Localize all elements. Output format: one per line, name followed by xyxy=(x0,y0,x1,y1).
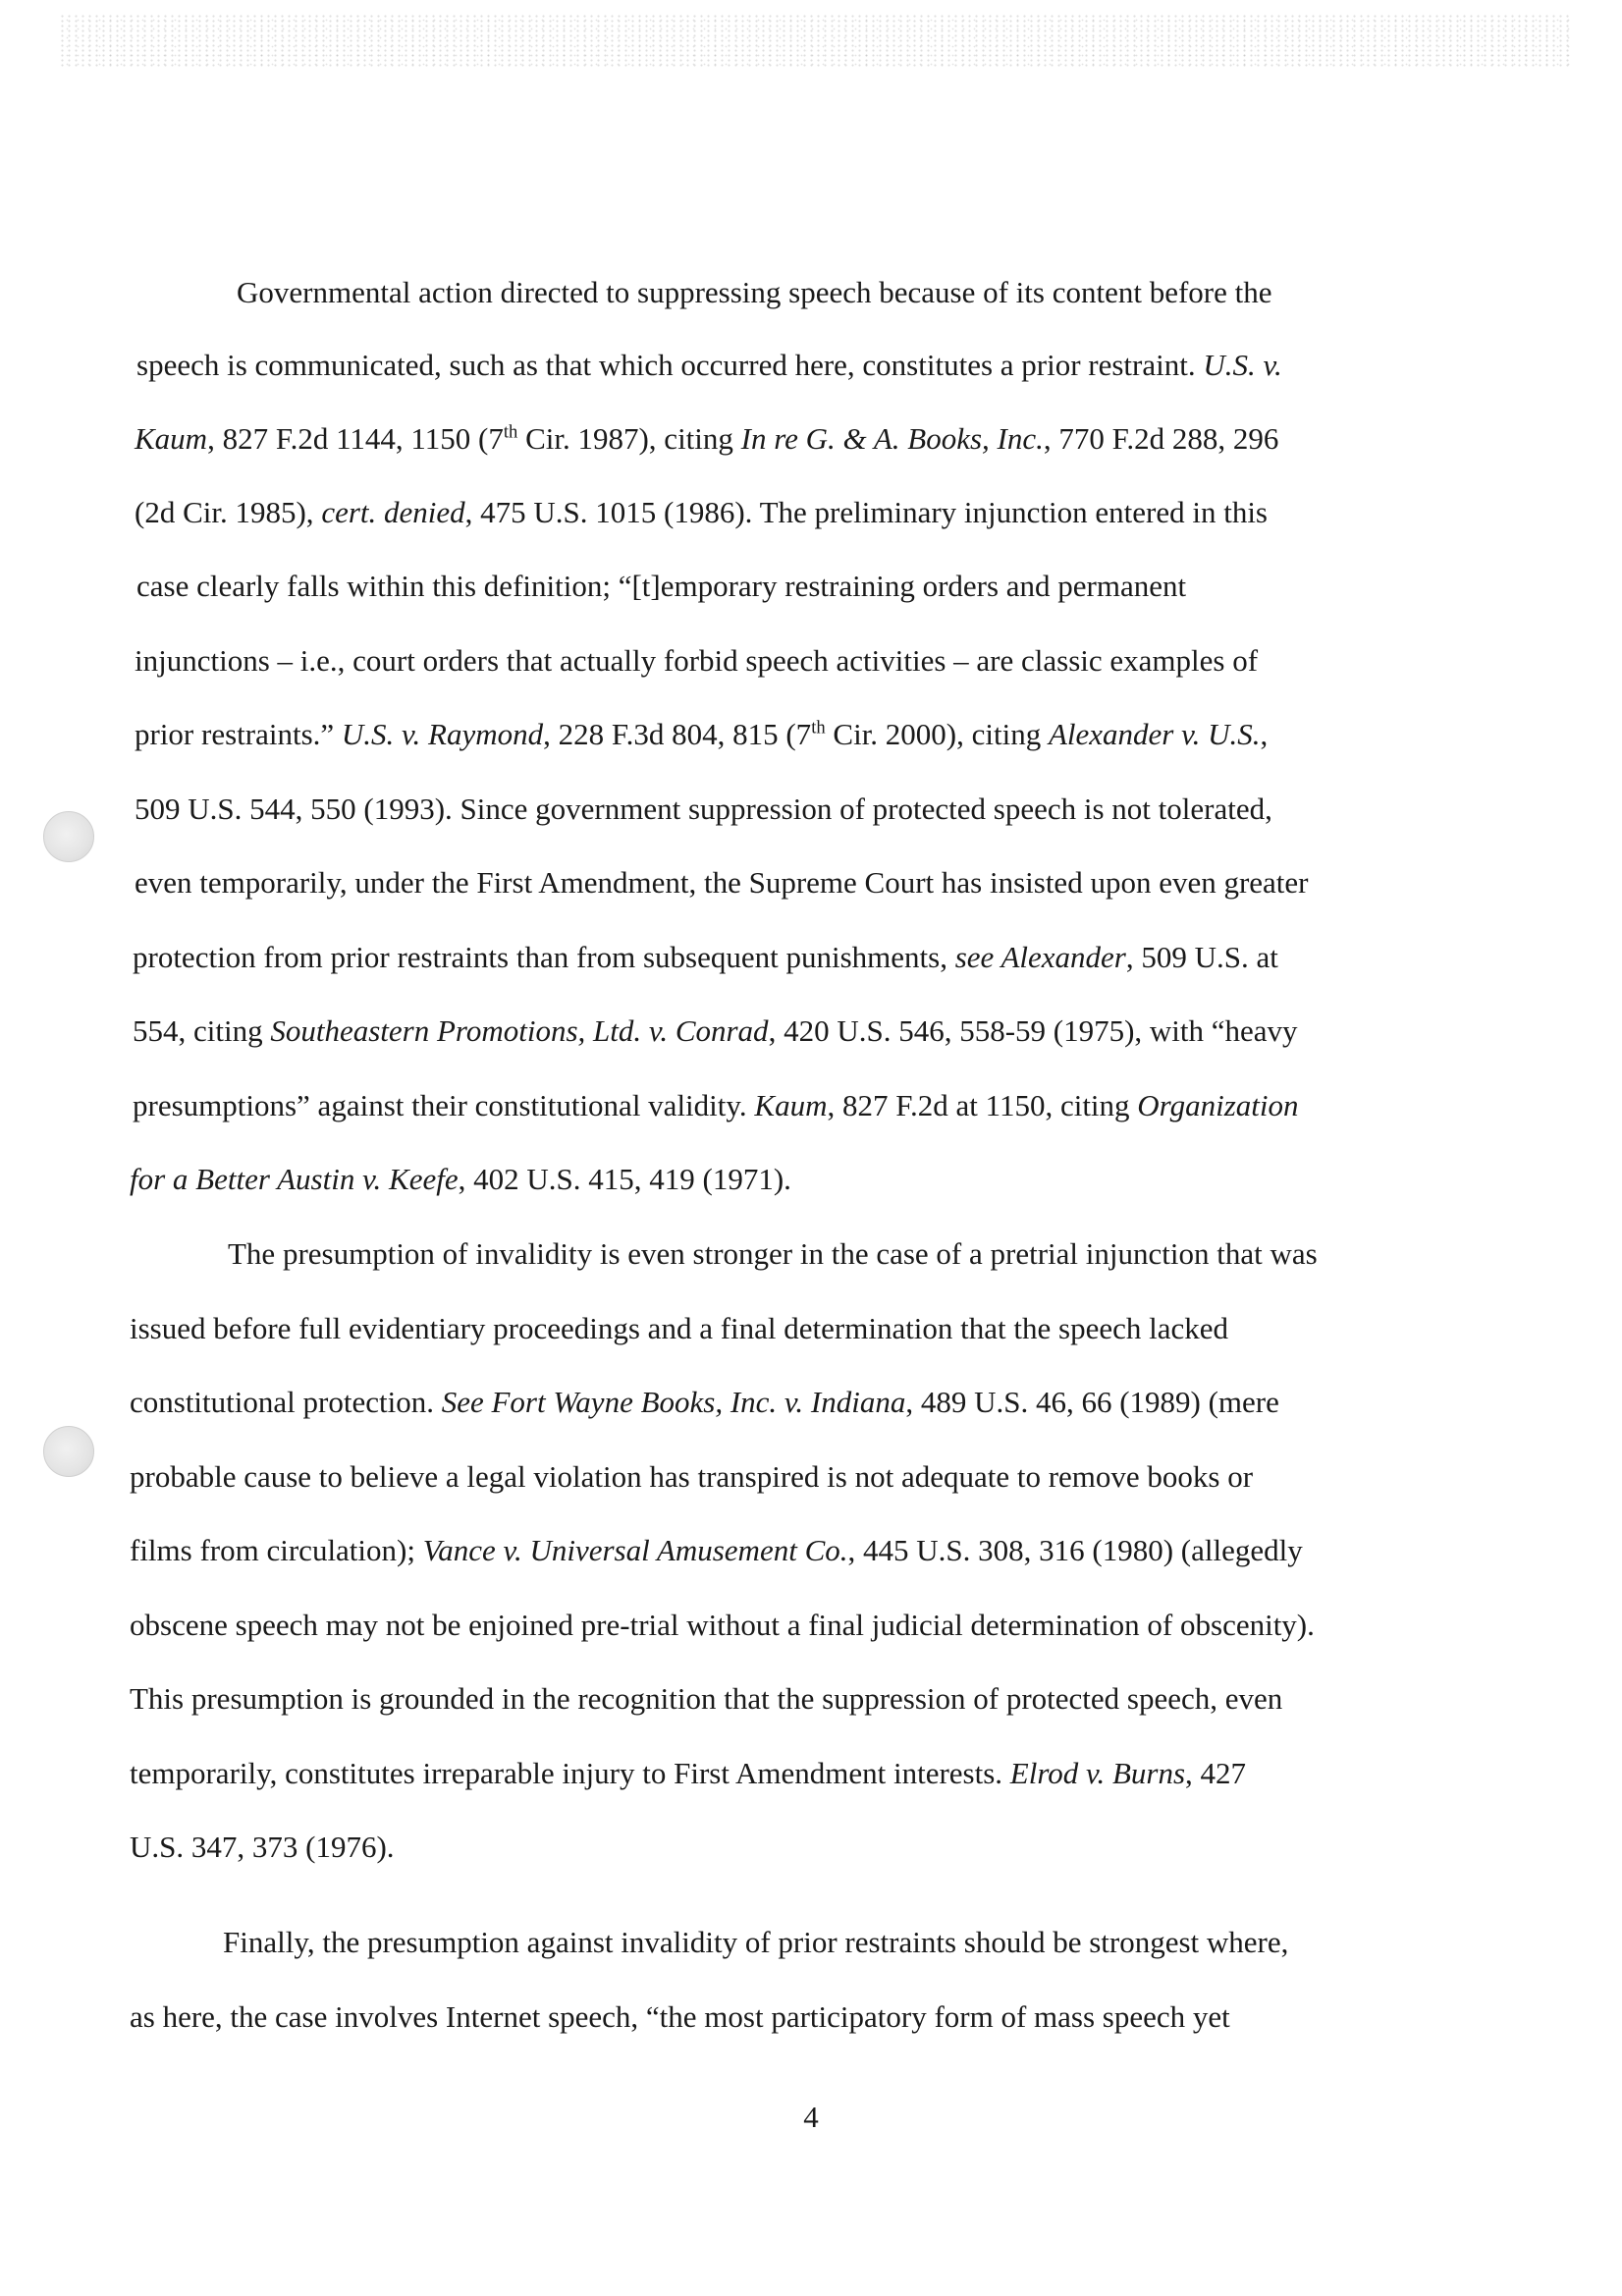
text-line xyxy=(130,1828,395,1867)
text-line xyxy=(130,1754,1246,1793)
case-citation: U.S. v. Raymond xyxy=(341,717,544,751)
case-citation: Organization xyxy=(1137,1088,1299,1122)
punch-hole-top xyxy=(43,811,94,862)
text-run: , 827 F.2d at 1150, citing xyxy=(827,1088,1138,1122)
text-run: Finally, the presumption against invalidity of prior restraints should be strongest where, xyxy=(223,1925,1289,1959)
text-run: as here, the case involves Internet speech, “the most participatory form of mass speech yet xyxy=(130,1999,1230,2034)
text-line xyxy=(130,1531,1303,1570)
text-line xyxy=(135,715,1268,754)
text-run: even temporarily, under the First Amendment, the Supreme Court has insisted upon even greater xyxy=(135,865,1309,900)
text-run: , 427 xyxy=(1185,1756,1247,1790)
text-run: 554, citing xyxy=(133,1013,271,1048)
text-line xyxy=(130,1160,791,1199)
text-line xyxy=(130,1997,1230,2037)
text-run: films from circulation); xyxy=(130,1533,423,1567)
text-run: Governmental action directed to suppressing speech because of its content before the xyxy=(237,275,1272,309)
text-run: temporarily, constitutes irreparable injury to First Amendment interests. xyxy=(130,1756,1010,1790)
case-citation: Vance v. Universal Amusement Co. xyxy=(422,1533,848,1567)
text-run: , 445 U.S. 308, 316 (1980) (allegedly xyxy=(847,1533,1303,1567)
case-citation: see Alexander xyxy=(954,940,1126,974)
case-citation: Kaum xyxy=(754,1088,828,1122)
text-run: injunctions – i.e., court orders that actually forbid speech activities – are classic examples of xyxy=(135,643,1259,678)
text-run: protection from prior restraints than from subsequent punishments, xyxy=(133,940,955,974)
case-citation: See Fort Wayne Books, Inc. v. Indiana xyxy=(441,1385,906,1419)
text-line xyxy=(223,1923,1288,1962)
ordinal-superscript: th xyxy=(503,421,518,443)
text-run: , xyxy=(1260,717,1269,751)
text-line xyxy=(133,1011,1298,1051)
case-citation: U.S. v. xyxy=(1203,348,1282,382)
text-run: 509 U.S. 544, 550 (1993). Since government suppression of protected speech is not tolerated, xyxy=(135,792,1272,826)
text-line xyxy=(135,419,1278,459)
text-run: prior restraints.” xyxy=(135,717,342,751)
text-run: , 475 U.S. 1015 (1986). The preliminary injunction entered in this xyxy=(464,495,1268,529)
text-run: , 228 F.3d 804, 815 (7 xyxy=(543,717,812,751)
text-line xyxy=(130,1457,1253,1497)
case-citation: Kaum xyxy=(135,421,208,456)
punch-hole-bottom xyxy=(43,1426,94,1477)
text-run: , 509 U.S. at xyxy=(1125,940,1278,974)
text-line xyxy=(133,938,1278,977)
text-run: speech is communicated, such as that which occurred here, constitutes a prior restraint. xyxy=(136,348,1204,382)
text-run: , 489 U.S. 46, 66 (1989) (mere xyxy=(905,1385,1279,1419)
text-line xyxy=(130,1309,1228,1348)
case-citation: Elrod v. Burns xyxy=(1009,1756,1186,1790)
text-run: presumptions” against their constitutional validity. xyxy=(133,1088,755,1122)
text-run: , 827 F.2d 1144, 1150 (7 xyxy=(207,421,504,456)
case-citation: for a Better Austin v. Keefe xyxy=(130,1162,459,1196)
text-line xyxy=(135,790,1272,829)
ordinal-superscript: th xyxy=(811,717,826,738)
text-run: case clearly falls within this definition; “[t]emporary restraining orders and permanent xyxy=(136,569,1187,603)
text-line xyxy=(130,1383,1279,1422)
text-line xyxy=(136,567,1186,606)
text-run: (2d Cir. 1985), xyxy=(135,495,322,529)
text-run: probable cause to believe a legal violation has transpired is not adequate to remove books or xyxy=(130,1459,1254,1494)
text-run: issued before full evidentiary proceedings and a final determination that the speech lacked xyxy=(130,1311,1229,1345)
text-run: , 402 U.S. 415, 419 (1971). xyxy=(458,1162,791,1196)
text-line xyxy=(135,863,1309,902)
text-line xyxy=(237,273,1271,312)
text-run: U.S. 347, 373 (1976). xyxy=(130,1830,395,1864)
case-citation: In re G. & A. Books, Inc. xyxy=(740,421,1044,456)
text-run: Cir. 2000), citing xyxy=(825,717,1049,751)
text-line xyxy=(228,1234,1318,1274)
scan-noise-strip xyxy=(59,14,1571,67)
text-run: This presumption is grounded in the recognition that the suppression of protected speech, even xyxy=(130,1681,1283,1716)
text-line xyxy=(130,1679,1282,1719)
text-line xyxy=(133,1086,1299,1125)
text-run: The presumption of invalidity is even stronger in the case of a pretrial injunction that was xyxy=(228,1236,1318,1271)
text-run: , 770 F.2d 288, 296 xyxy=(1043,421,1279,456)
page-number: 4 xyxy=(803,2100,819,2134)
text-line xyxy=(135,641,1258,681)
case-citation: Alexander v. U.S. xyxy=(1048,717,1261,751)
text-line xyxy=(136,346,1282,385)
text-run: constitutional protection. xyxy=(130,1385,442,1419)
case-citation: Southeastern Promotions, Ltd. v. Conrad xyxy=(270,1013,769,1048)
case-citation: cert. denied xyxy=(321,495,465,529)
text-line xyxy=(130,1606,1315,1645)
text-run: Cir. 1987), citing xyxy=(517,421,741,456)
text-run: , 420 U.S. 546, 558-59 (1975), with “heavy xyxy=(768,1013,1298,1048)
text-run: obscene speech may not be enjoined pre-trial without a final judicial determination of obscenity). xyxy=(130,1608,1315,1642)
text-line xyxy=(135,493,1268,532)
